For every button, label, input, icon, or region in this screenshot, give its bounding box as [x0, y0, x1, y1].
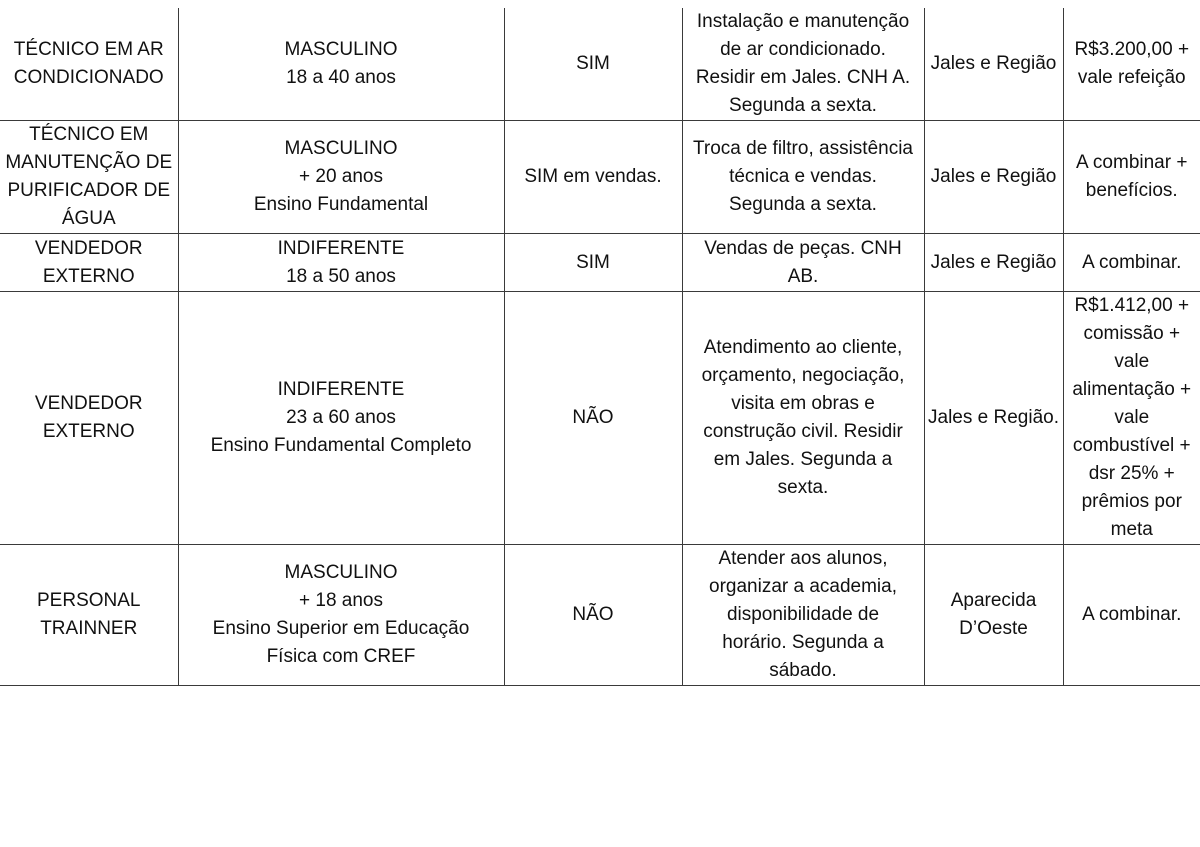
- candidate-profile-cell-text: Ensino Fundamental Completo: [210, 435, 472, 456]
- job-description-cell-text: Atender aos alunos,: [718, 548, 888, 569]
- candidate-profile-cell-text: Ensino Fundamental: [253, 194, 429, 215]
- candidate-profile-cell-text: MASCULINO: [284, 138, 398, 159]
- compensation-cell-text: comissão +: [1083, 323, 1181, 344]
- compensation-cell-text: dsr 25% +: [1088, 463, 1175, 484]
- compensation-cell-text: R$1.412,00 +: [1074, 295, 1190, 316]
- experience-cell-text: SIM em vendas.: [524, 166, 662, 187]
- job-title-cell: [0, 234, 178, 292]
- experience-cell-text: SIM: [576, 53, 610, 74]
- job-title-cell-text: EXTERNO: [42, 265, 135, 287]
- candidate-profile-cell-text: MASCULINO: [284, 39, 398, 60]
- compensation-cell: [1063, 121, 1200, 234]
- candidate-profile-cell: [178, 121, 504, 234]
- candidate-profile-cell-text: Física com CREF: [266, 646, 416, 667]
- job-description-cell-text: AB.: [787, 265, 819, 287]
- compensation-cell: [1063, 545, 1200, 686]
- experience-cell-text: NÃO: [572, 604, 614, 625]
- job-description-cell-text: Troca de filtro, assistência: [693, 138, 913, 159]
- experience-cell: [504, 234, 682, 292]
- candidate-profile-cell-text: INDIFERENTE: [277, 379, 405, 400]
- table-row: [0, 292, 1200, 545]
- experience-cell: [504, 121, 682, 234]
- compensation-cell-text: R$3.200,00 +: [1074, 39, 1190, 60]
- job-description-cell-text: visita em obras e: [731, 393, 875, 414]
- job-description-cell: [682, 545, 924, 686]
- candidate-profile-cell-text: INDIFERENTE: [277, 237, 405, 259]
- job-listings-body: [0, 8, 1200, 686]
- job-title-cell-text: PURIFICADOR DE: [7, 180, 171, 201]
- compensation-cell-text: A combinar.: [1082, 604, 1182, 625]
- job-title-cell: [0, 121, 178, 234]
- candidate-profile-cell-text: + 20 anos: [299, 166, 383, 187]
- compensation-cell-text: meta: [1110, 519, 1153, 540]
- location-cell-text: Jales e Região: [930, 53, 1057, 74]
- compensation-cell-text: A combinar +: [1076, 152, 1188, 173]
- location-cell: [924, 292, 1063, 545]
- candidate-profile-cell-text: + 18 anos: [299, 590, 383, 611]
- job-description-cell: [682, 292, 924, 545]
- job-description-cell-text: Residir em Jales. CNH A.: [695, 67, 911, 88]
- location-cell-text: Aparecida: [950, 590, 1037, 611]
- job-description-cell-text: de ar condicionado.: [720, 39, 886, 60]
- job-title-cell-text: CONDICIONADO: [13, 67, 164, 88]
- compensation-cell-text: combustível +: [1072, 435, 1191, 456]
- table-row: [0, 545, 1200, 686]
- experience-cell-text: SIM: [576, 251, 610, 273]
- table-row: [0, 8, 1200, 121]
- job-description-cell-text: horário. Segunda a: [722, 632, 884, 653]
- job-title-cell-text: VENDEDOR: [34, 237, 143, 259]
- table-row: [0, 121, 1200, 234]
- location-cell-text: Jales e Região: [930, 251, 1057, 273]
- job-description-cell: [682, 121, 924, 234]
- job-title-cell-text: ÁGUA: [61, 208, 116, 229]
- job-description-cell: [682, 234, 924, 292]
- job-title-cell-text: TÉCNICO EM AR: [13, 39, 164, 60]
- job-description-cell-text: disponibilidade de: [726, 604, 880, 625]
- experience-cell: [504, 545, 682, 686]
- job-description-cell-text: sexta.: [777, 477, 829, 498]
- location-cell-text: Jales e Região.: [928, 407, 1059, 428]
- job-title-cell: [0, 292, 178, 545]
- job-title-cell: [0, 8, 178, 121]
- location-cell: [924, 121, 1063, 234]
- job-description-cell-text: construção civil. Residir: [703, 421, 903, 442]
- compensation-cell-text: vale: [1114, 407, 1150, 428]
- compensation-cell: [1063, 292, 1200, 545]
- job-title-cell: [0, 545, 178, 686]
- job-title-cell-text: TRAINNER: [40, 618, 138, 639]
- job-description-cell-text: em Jales. Segunda a: [713, 449, 893, 470]
- location-cell: [924, 234, 1063, 292]
- candidate-profile-cell: [178, 8, 504, 121]
- compensation-cell-text: prêmios por: [1081, 491, 1182, 512]
- compensation-cell-text: vale refeição: [1077, 67, 1186, 88]
- experience-cell: [504, 8, 682, 121]
- location-cell: [924, 8, 1063, 121]
- job-listings-page: [0, 8, 1200, 686]
- job-description-cell-text: Atendimento ao cliente,: [703, 337, 903, 358]
- candidate-profile-cell-text: 23 a 60 anos: [286, 407, 396, 428]
- compensation-cell: [1063, 234, 1200, 292]
- location-cell-text: Jales e Região: [930, 166, 1057, 187]
- job-description-cell-text: Instalação e manutenção: [696, 11, 910, 32]
- job-description-cell: [682, 8, 924, 121]
- job-description-cell-text: Segunda a sexta.: [729, 194, 877, 215]
- compensation-cell-text: benefícios.: [1085, 180, 1178, 201]
- candidate-profile-cell-text: 18 a 40 anos: [286, 67, 396, 88]
- location-cell-text: D’Oeste: [959, 618, 1028, 639]
- candidate-profile-cell: [178, 292, 504, 545]
- job-title-cell-text: PERSONAL: [37, 590, 141, 611]
- candidate-profile-cell-text: Ensino Superior em Educação: [212, 618, 470, 639]
- candidate-profile-cell-text: MASCULINO: [284, 562, 398, 583]
- job-title-cell-text: TÉCNICO EM: [29, 124, 149, 145]
- compensation-cell-text: alimentação +: [1072, 379, 1192, 400]
- job-title-cell-text: VENDEDOR: [34, 393, 143, 414]
- compensation-cell-text: A combinar.: [1082, 251, 1182, 273]
- table-row: [0, 234, 1200, 292]
- candidate-profile-cell: [178, 234, 504, 292]
- experience-cell: [504, 292, 682, 545]
- candidate-profile-cell-text: 18 a 50 anos: [286, 265, 396, 287]
- candidate-profile-cell: [178, 545, 504, 686]
- job-title-cell-text: EXTERNO: [42, 421, 135, 442]
- job-description-cell-text: Vendas de peças. CNH: [704, 237, 902, 259]
- location-cell: [924, 545, 1063, 686]
- job-description-cell-text: Segunda a sexta.: [729, 95, 877, 116]
- job-title-cell-text: MANUTENÇÃO DE: [5, 152, 173, 173]
- job-listings-table: [0, 8, 1200, 686]
- compensation-cell: [1063, 8, 1200, 121]
- job-description-cell-text: sábado.: [769, 660, 837, 681]
- job-description-cell-text: organizar a academia,: [709, 576, 897, 597]
- compensation-cell-text: vale: [1114, 351, 1150, 372]
- experience-cell-text: NÃO: [572, 407, 614, 428]
- job-description-cell-text: orçamento, negociação,: [701, 365, 905, 386]
- job-description-cell-text: técnica e vendas.: [729, 166, 877, 187]
